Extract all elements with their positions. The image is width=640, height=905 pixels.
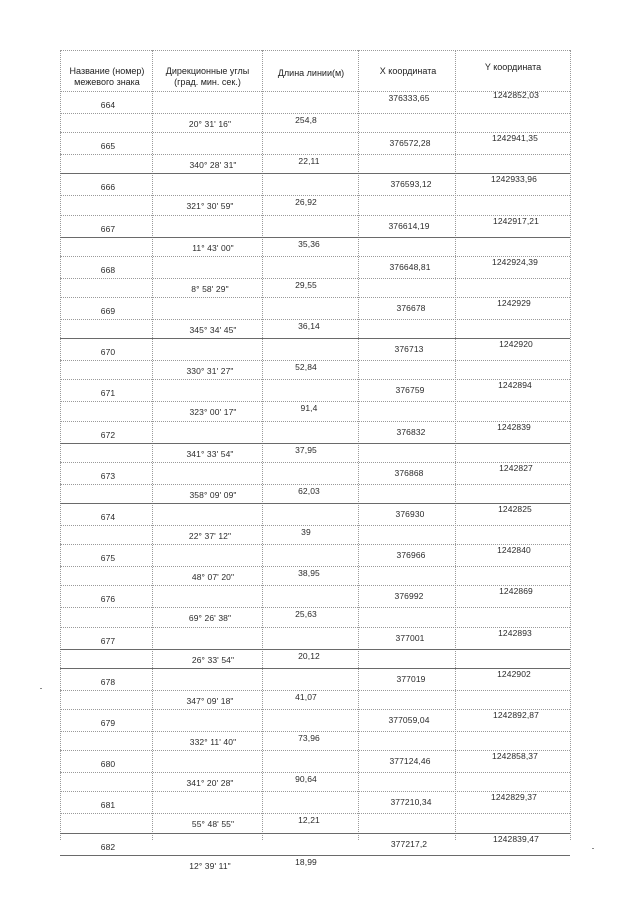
point-x: 376614,19 xyxy=(388,220,430,231)
segment-angle: 345° 34' 45" xyxy=(189,325,237,335)
point-x: 376678 xyxy=(396,303,426,313)
point-x: 376333,65 xyxy=(388,93,430,103)
grid-hline xyxy=(60,379,570,380)
point-name: 667 xyxy=(100,223,116,234)
segment-angle: 340° 28' 31" xyxy=(189,160,237,171)
segment-length: 73,96 xyxy=(298,733,320,743)
grid-hline xyxy=(60,297,570,298)
segment-angle: 330° 31' 27" xyxy=(186,366,234,377)
grid-hline xyxy=(60,585,570,586)
grid-hline xyxy=(60,566,570,567)
point-name: 676 xyxy=(100,594,116,605)
grid-hline xyxy=(60,50,570,51)
segment-angle: 8° 58' 29" xyxy=(191,283,229,294)
point-x: 376759 xyxy=(395,385,425,396)
segment-angle: 321° 30' 59" xyxy=(186,201,234,212)
point-name: 665 xyxy=(100,141,116,152)
point-x: 377059,04 xyxy=(388,715,430,725)
segment-length: 25,63 xyxy=(295,609,317,620)
point-y: 1242825 xyxy=(498,504,532,514)
point-y: 1242840 xyxy=(497,545,531,556)
point-x: 377124,46 xyxy=(389,756,431,767)
segment-angle: 48° 07' 20" xyxy=(191,572,235,583)
point-name: 682 xyxy=(100,841,116,852)
segment-angle: 332° 11' 40" xyxy=(189,737,237,747)
segment-length: 91,4 xyxy=(300,403,318,414)
segment-length: 52,84 xyxy=(295,362,317,373)
grid-hline xyxy=(60,195,570,196)
point-y: 1242929 xyxy=(497,298,531,308)
grid-hline xyxy=(60,607,570,608)
grid-hline xyxy=(60,256,570,257)
point-name: 666 xyxy=(100,182,116,193)
point-y: 1242852,03 xyxy=(493,90,539,100)
point-y: 1242941,35 xyxy=(492,133,538,144)
scan-speck xyxy=(40,688,42,689)
point-name: 677 xyxy=(100,635,116,646)
grid-hline xyxy=(60,215,570,216)
segment-length: 36,14 xyxy=(298,321,320,331)
point-x: 376713 xyxy=(394,344,424,355)
point-name: 670 xyxy=(100,347,116,358)
point-x: 376832 xyxy=(396,426,426,437)
segment-angle: 341° 33' 54" xyxy=(186,448,234,459)
grid-hline xyxy=(60,484,570,485)
point-y: 1242869 xyxy=(499,586,533,597)
point-x: 377210,34 xyxy=(390,797,432,808)
grid-hline xyxy=(60,544,570,545)
point-y: 1242827 xyxy=(499,462,533,473)
point-y: 1242933,96 xyxy=(491,174,537,185)
point-name: 669 xyxy=(100,306,116,316)
point-name: 671 xyxy=(100,388,116,399)
segment-angle: 341° 20' 28" xyxy=(186,778,234,789)
segment-length: 12,21 xyxy=(298,815,320,826)
point-x: 376930 xyxy=(395,509,425,519)
point-name: 668 xyxy=(100,264,116,275)
segment-angle: 69° 26' 38" xyxy=(188,613,232,624)
point-name: 674 xyxy=(100,512,116,522)
point-x: 377217,2 xyxy=(390,838,428,849)
point-y: 1242894 xyxy=(498,380,532,391)
point-name: 678 xyxy=(100,676,116,687)
grid-hline xyxy=(60,113,570,114)
segment-length: 41,07 xyxy=(295,691,317,702)
point-y: 1242920 xyxy=(499,339,533,350)
header-name: Название (номер) межевого знака xyxy=(69,66,145,87)
point-y: 1242829,37 xyxy=(491,792,537,803)
segment-length: 254,8 xyxy=(295,115,317,125)
header-y: Y координата xyxy=(484,62,542,72)
point-x: 376593,12 xyxy=(390,179,432,190)
segment-angle: 20° 31' 16" xyxy=(188,119,232,129)
grid-vline xyxy=(455,50,456,840)
header-angle: Дирекционные углы (град. мин. сек.) xyxy=(165,66,250,87)
grid-hline xyxy=(60,360,570,361)
header-x: X координата xyxy=(379,66,437,76)
point-y: 1242917,21 xyxy=(493,215,539,226)
segment-length: 18,99 xyxy=(295,856,317,867)
point-y: 1242893 xyxy=(498,627,532,638)
grid-hline xyxy=(60,132,570,133)
grid-hline xyxy=(60,668,570,669)
segment-angle: 12° 39' 11" xyxy=(189,860,231,871)
point-y: 1242839 xyxy=(497,421,531,432)
grid-hline xyxy=(60,525,570,526)
point-x: 376992 xyxy=(394,591,424,602)
grid-hline xyxy=(60,154,570,155)
point-y: 1242924,39 xyxy=(492,256,538,267)
grid-vline xyxy=(60,50,61,840)
point-name: 664 xyxy=(100,100,116,110)
grid-hline xyxy=(60,772,570,773)
grid-hline xyxy=(60,709,570,710)
grid-hline xyxy=(60,237,570,238)
grid-hline xyxy=(60,791,570,792)
grid-hline xyxy=(60,649,570,650)
grid-hline xyxy=(60,338,570,339)
grid-hline xyxy=(60,731,570,732)
segment-length: 39 xyxy=(301,527,311,537)
segment-angle: 347° 09' 18" xyxy=(186,695,234,706)
point-x: 376648,81 xyxy=(389,261,431,272)
grid-hline xyxy=(60,462,570,463)
point-name: 680 xyxy=(100,759,116,770)
point-y: 1242839,47 xyxy=(493,833,539,844)
grid-hline xyxy=(60,503,570,504)
grid-hline xyxy=(60,421,570,422)
point-name: 673 xyxy=(100,470,116,481)
segment-length: 20,12 xyxy=(298,650,320,661)
segment-length: 90,64 xyxy=(295,774,317,785)
point-x: 376966 xyxy=(396,550,426,561)
segment-length: 62,03 xyxy=(298,485,320,496)
segment-length: 37,95 xyxy=(295,444,317,455)
grid-hline xyxy=(60,690,570,691)
grid-hline xyxy=(60,319,570,320)
segment-length: 38,95 xyxy=(298,568,320,579)
segment-length: 35,36 xyxy=(298,238,320,249)
grid-hline xyxy=(60,627,570,628)
grid-hline xyxy=(60,750,570,751)
point-y: 1242902 xyxy=(497,668,531,679)
grid-hline xyxy=(60,173,570,174)
point-x: 377001 xyxy=(395,632,425,643)
point-name: 679 xyxy=(100,718,116,728)
segment-angle: 323° 00' 17" xyxy=(189,407,237,418)
segment-angle: 358° 09' 09" xyxy=(189,489,237,500)
segment-length: 29,55 xyxy=(295,279,317,290)
grid-hline xyxy=(60,401,570,402)
segment-angle: 22° 37' 12" xyxy=(188,531,232,541)
grid-hline xyxy=(60,855,570,856)
grid-hline xyxy=(60,813,570,814)
point-x: 377019 xyxy=(396,673,426,684)
point-name: 675 xyxy=(100,553,116,564)
point-y: 1242858,37 xyxy=(492,751,538,762)
grid-vline xyxy=(152,50,153,840)
segment-length: 22,11 xyxy=(298,156,320,167)
grid-hline xyxy=(60,833,570,834)
grid-vline xyxy=(358,50,359,840)
point-x: 376868 xyxy=(394,467,424,478)
segment-length: 26,92 xyxy=(295,197,317,208)
scan-speck xyxy=(592,848,594,849)
segment-angle: 55° 48' 55" xyxy=(191,819,235,830)
point-x: 376572,28 xyxy=(389,138,431,149)
point-name: 681 xyxy=(100,800,116,811)
grid-hline xyxy=(60,91,570,92)
header-length: Длина линии(м) xyxy=(277,68,345,78)
grid-hline xyxy=(60,278,570,279)
point-name: 672 xyxy=(100,429,116,440)
grid-hline xyxy=(60,443,570,444)
segment-angle: 11° 43' 00" xyxy=(192,242,234,253)
point-y: 1242892,87 xyxy=(493,710,539,720)
grid-vline xyxy=(570,50,571,840)
segment-angle: 26° 33' 54" xyxy=(191,654,235,665)
